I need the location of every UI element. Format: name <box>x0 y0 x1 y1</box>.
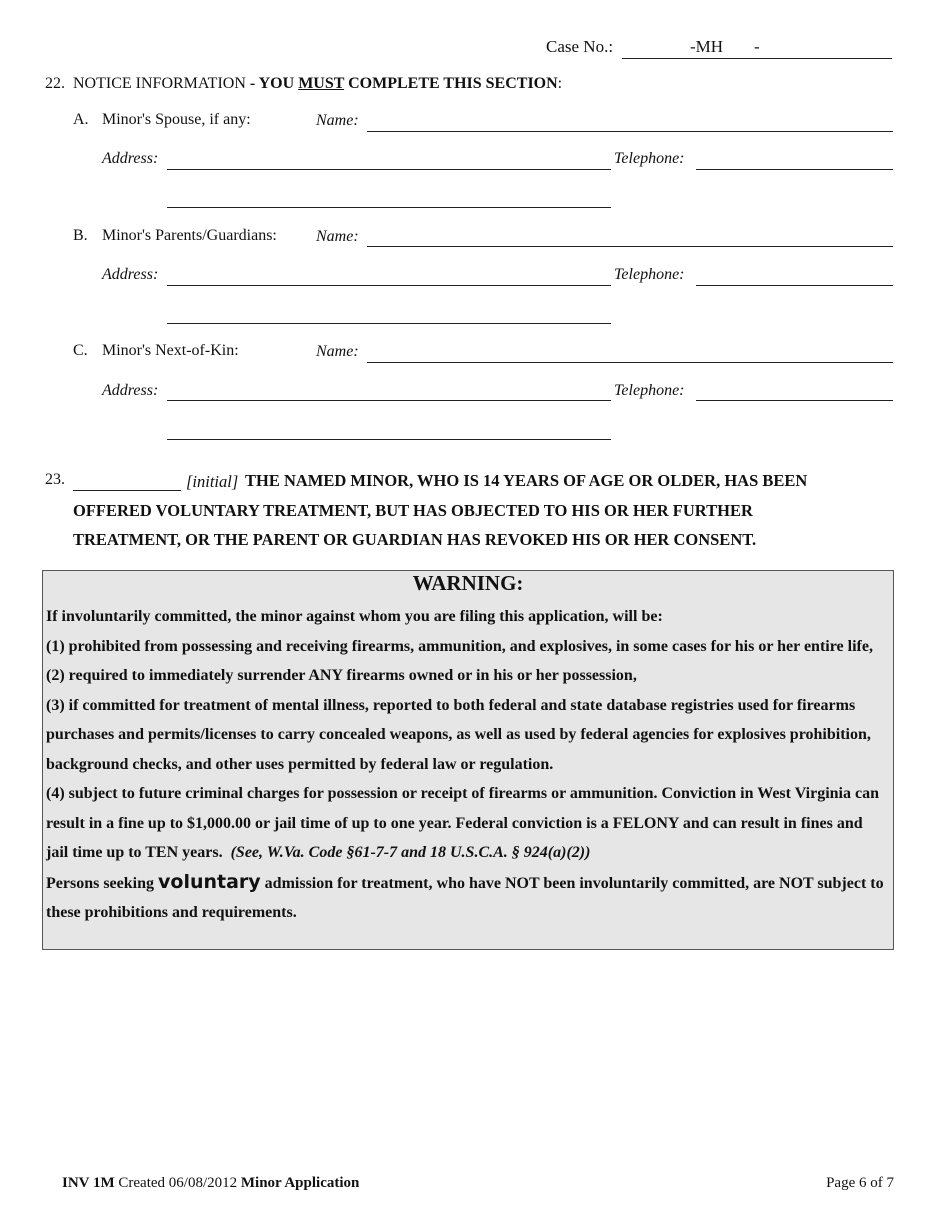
item-b-address-field-2[interactable] <box>167 323 611 324</box>
footer-created: Created 06/08/2012 <box>114 1175 241 1191</box>
section-22-heading-dash: - <box>245 75 259 92</box>
section-23-number: 23. <box>45 471 65 488</box>
item-c-telephone-label: Telephone: <box>614 382 685 399</box>
section-23-line-3: TREATMENT, OR THE PARENT OR GUARDIAN HAS REVOKED HIS OR HER CONSENT. <box>73 530 757 549</box>
item-b-address-field-1[interactable] <box>167 285 611 286</box>
warning-item-2: (2) required to immediately surrender ANY firearms owned or in his or her possession, <box>46 667 637 684</box>
item-a-label: Minor's Spouse, if any: <box>102 111 251 128</box>
item-c-name-label: Name: <box>316 343 359 360</box>
section-22-heading <box>73 75 562 93</box>
warning-item-1: (1) prohibited from possessing and receiving firearms, ammunition, and explosives, in some cases for his or her entire life, <box>46 637 873 655</box>
case-number-label: Case No.: <box>546 37 614 56</box>
item-a-name-field[interactable] <box>367 131 893 132</box>
item-c-name-field[interactable] <box>367 362 893 363</box>
item-b-telephone-field[interactable] <box>696 285 893 286</box>
item-b-name-label: Name: <box>316 228 359 245</box>
footer-page-number: Page 6 of 7 <box>826 1175 894 1191</box>
warning-item-4 <box>46 779 887 868</box>
item-c-letter: C. <box>73 342 88 359</box>
case-number-dash: - <box>754 37 760 56</box>
section-22-heading-plain: NOTICE INFORMATION <box>73 75 246 92</box>
item-c-address-label: Address: <box>102 382 159 399</box>
case-number-field[interactable] <box>622 58 892 59</box>
section-22-heading-you: YOU <box>258 75 299 92</box>
warning-title: WARNING: <box>412 571 524 595</box>
item-b-address-label: Address: <box>102 266 159 283</box>
footer-form-code: INV 1M <box>62 1175 115 1191</box>
section-22-heading-must: MUST <box>298 75 345 92</box>
item-a-address-label: Address: <box>102 150 159 167</box>
warning-item-4-text: (4) subject to future criminal charges for possession or receipt of firearms or ammunition. Conviction in West Virginia can result in a fine up to $1,000.00 or jail time of up to one year. Federal conviction is a FELONY and can result in fines and jail time up to TEN years. <box>46 785 879 861</box>
item-a-address-field-2[interactable] <box>167 207 611 208</box>
section-22-heading-colon: : <box>557 75 563 92</box>
footer-form-name: Minor Application <box>240 1175 360 1191</box>
warning-closing-voluntary: voluntary <box>158 870 261 893</box>
item-a-telephone-field[interactable] <box>696 169 893 170</box>
section-23-initial-field[interactable] <box>73 490 181 491</box>
item-b-name-field[interactable] <box>367 246 893 247</box>
warning-box <box>42 570 894 950</box>
warning-closing-post: admission for treatment, who have NOT been involuntarily committed, are NOT subject to these prohibitions and requirements. <box>46 874 884 921</box>
item-a-address-field-1[interactable] <box>167 169 611 170</box>
item-c-label: Minor's Next-of-Kin: <box>102 342 239 359</box>
case-number-mh: -MH <box>690 37 724 56</box>
item-a-name-label: Name: <box>316 112 359 129</box>
warning-item-4-citation: (See, W.Va. Code §61-7-7 and 18 U.S.C.A. § 924(a)(2)) <box>230 844 591 861</box>
warning-body <box>46 602 887 928</box>
warning-closing <box>46 868 887 928</box>
item-b-letter: B. <box>73 227 88 244</box>
section-22-number: 22. <box>45 75 65 92</box>
footer-form-info <box>62 1175 359 1192</box>
item-a-letter: A. <box>73 111 89 128</box>
item-a-telephone-label: Telephone: <box>614 150 685 167</box>
section-23-initial-label: [initial] <box>186 472 239 491</box>
section-22-heading-rest: COMPLETE THIS SECTION <box>344 75 558 92</box>
warning-item-3: (3) if committed for treatment of mental illness, reported to both federal and state database registries used for firearms purchases and permits/licenses to carry concealed weapons, as well as used by federal agencies for explosives prohibition, background checks, and other uses permitted by federal law or regulation. <box>46 696 871 773</box>
warning-intro: If involuntarily committed, the minor against whom you are filing this application, will be: <box>46 608 663 625</box>
item-b-telephone-label: Telephone: <box>614 266 685 283</box>
warning-closing-pre: Persons seeking <box>46 874 158 892</box>
section-23-line-2: OFFERED VOLUNTARY TREATMENT, BUT HAS OBJECTED TO HIS OR HER FURTHER <box>73 501 753 520</box>
item-c-telephone-field[interactable] <box>696 400 893 401</box>
item-c-address-field-1[interactable] <box>167 400 611 401</box>
item-b-label: Minor's Parents/Guardians: <box>102 227 277 244</box>
section-23-line-1: THE NAMED MINOR, WHO IS 14 YEARS OF AGE OR OLDER, HAS BEEN <box>245 471 808 490</box>
item-c-address-field-2[interactable] <box>167 439 611 440</box>
